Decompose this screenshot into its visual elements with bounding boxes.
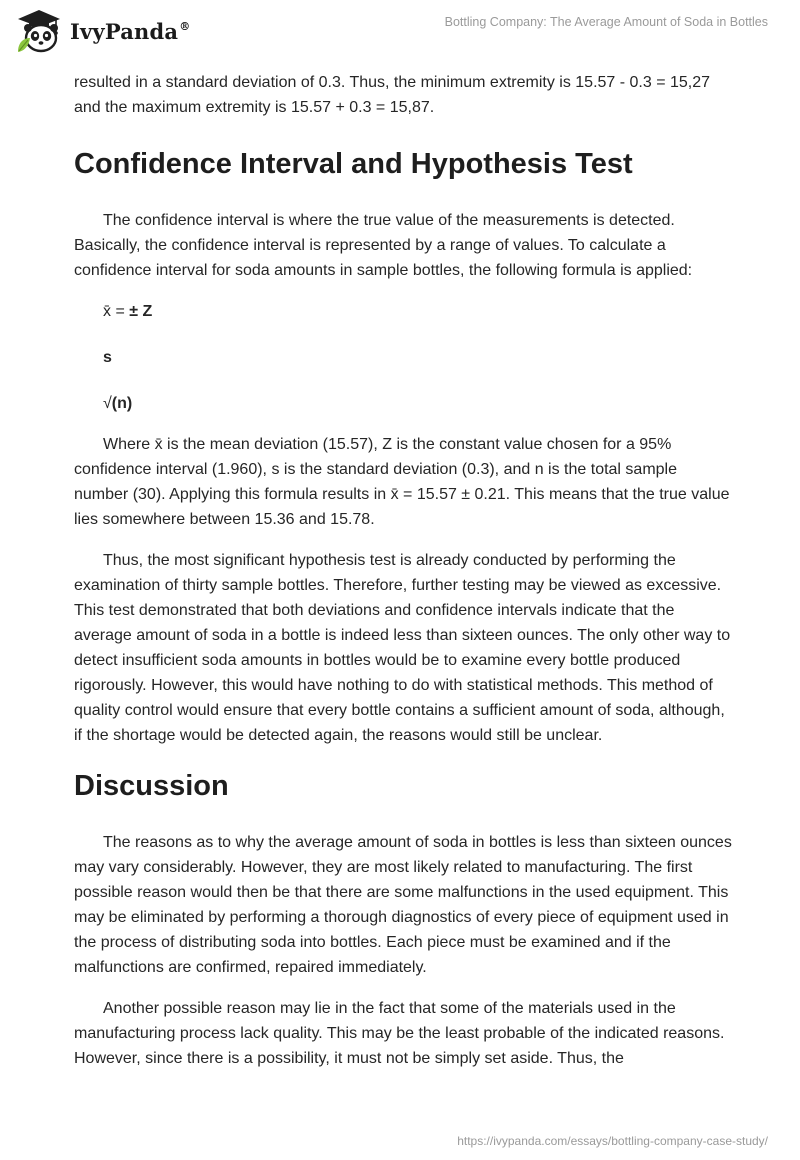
document-title: Bottling Company: The Average Amount of Soda in Bottles bbox=[444, 15, 768, 29]
page-header bbox=[0, 0, 800, 72]
paragraph-formula-explanation: Where x̄ is the mean deviation (15.57), Z is the constant value chosen for a 95% confidence interval (1.960), s is the standard deviation (0.3), and n is the total sample number (30). Applying this formula results in x̄ = 15.57 ± 0.21. This means that the true value lies somewhere between 15.36 and 15.78. bbox=[74, 436, 730, 528]
panda-graduate-icon bbox=[14, 8, 64, 54]
intro-paragraph: resulted in a standard deviation of 0.3. Thus, the minimum extremity is 15.57 - 0.3 = 15,27 and the maximum extremity is 15.57 + 0.3 = 15,87. bbox=[74, 74, 711, 116]
formula-line-2: s bbox=[103, 349, 112, 366]
paragraph-discussion-2: Another possible reason may lie in the fact that some of the materials used in the manufacturing process lack quality. This may be the least probable of the indicated reasons. However, since there is a possibility, it must not be simply set aside. Thus, the bbox=[74, 1000, 725, 1067]
formula-n: (n) bbox=[111, 395, 133, 412]
source-url[interactable]: https://ivypanda.com/essays/bottling-company-case-study/ bbox=[457, 1134, 768, 1148]
formula-line-1 bbox=[74, 299, 734, 324]
formula-line-3 bbox=[74, 391, 734, 416]
section-heading-confidence-interval: Confidence Interval and Hypothesis Test bbox=[74, 148, 633, 180]
paragraph-hypothesis-test: Thus, the most significant hypothesis test is already conducted by performing the examination of thirty sample bottles. Therefore, further testing may be viewed as excessive. This test demonstrated that both deviations and confidence intervals indicate that the average amount of soda in a bottle is indeed less than sixteen ounces. The only other way to detect insufficient soda amounts in bottles would be to examine every bottle produced rigorously. However, this would have nothing to do with statistical methods. This method of quality control would ensure that every bottle contains a sufficient amount of soda, although, if the shortage would be detected again, the reasons would still be unclear. bbox=[74, 552, 731, 744]
article-body bbox=[74, 70, 734, 1071]
paragraph-confidence-intro: The confidence interval is where the true value of the measurements is detected. Basically, the confidence interval is represented by a range of values. To calculate a confidence interval for soda amounts in sample bottles, the following formula is applied: bbox=[74, 212, 693, 279]
formula-sqrt-symbol: √ bbox=[103, 395, 112, 412]
site-logo[interactable] bbox=[14, 8, 190, 54]
formula-mean-symbol: x̄ = bbox=[103, 303, 130, 320]
paragraph-discussion-1: The reasons as to why the average amount of soda in bottles is less than sixteen ounces may vary considerably. However, they are most likely related to manufacturing. The first possible reason would then be that there are some malfunctions in the used equipment. This may be eliminated by performing a thorough diagnostics of every piece of equipment used in the process of distributing soda into bottles. Each piece must be examined and if the malfunctions are confirmed, repaired immediately. bbox=[74, 834, 732, 976]
formula-plus-minus-z: ± Z bbox=[129, 303, 153, 320]
logo-wordmark: IvyPanda® bbox=[70, 18, 191, 44]
section-heading-discussion: Discussion bbox=[74, 770, 229, 802]
